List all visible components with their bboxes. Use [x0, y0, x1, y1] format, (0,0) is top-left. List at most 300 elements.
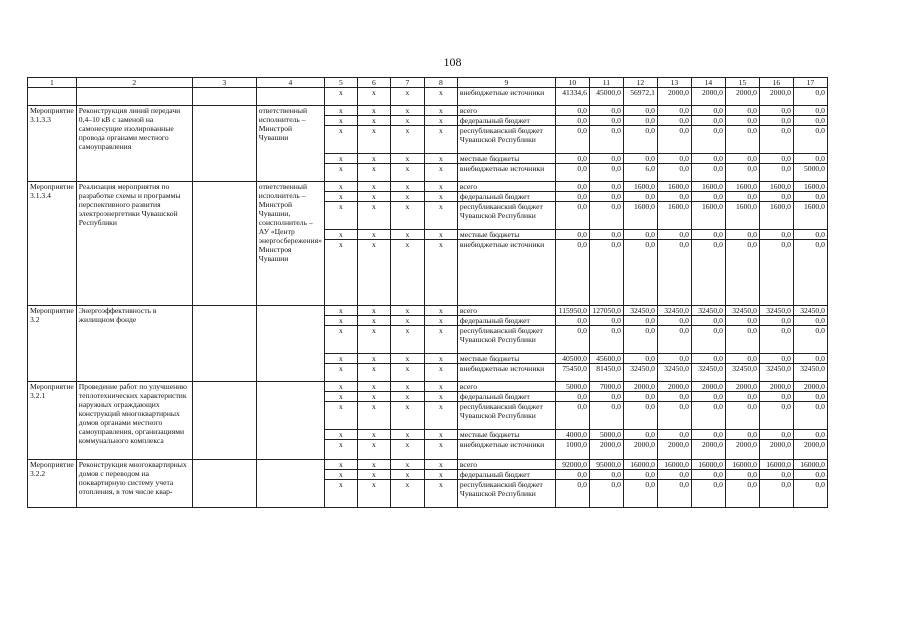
year-value: 0,0 [759, 402, 793, 430]
year-value: 0,0 [589, 126, 623, 154]
year-value: 0,0 [793, 240, 827, 306]
table-row [28, 306, 828, 316]
year-value: 0,0 [657, 430, 691, 440]
year-value: 1600,0 [657, 202, 691, 230]
year-value: 0,0 [725, 392, 759, 402]
year-value: 2000,0 [691, 88, 725, 106]
code-mark: x [390, 392, 424, 402]
code-mark: x [324, 164, 357, 182]
funding-source: республиканский бюджет Чувашской Республики [457, 402, 555, 430]
year-value: 0,0 [759, 192, 793, 202]
year-value: 0,0 [759, 470, 793, 480]
funding-source: внебюджетные источники [457, 240, 555, 306]
year-value: 0,0 [759, 316, 793, 326]
code-mark: x [424, 106, 457, 116]
year-value: 0,0 [759, 326, 793, 354]
code-mark: x [424, 480, 457, 508]
year-value: 0,0 [793, 402, 827, 430]
code-mark: x [390, 440, 424, 460]
code-mark: x [357, 106, 390, 116]
year-value: 0,0 [555, 192, 589, 202]
code-mark: x [424, 306, 457, 316]
code-mark: x [357, 354, 390, 364]
year-value: 0,0 [691, 106, 725, 116]
column-3-cell [192, 382, 256, 460]
year-value: 16000,0 [691, 460, 725, 470]
table-row [28, 382, 828, 392]
activity-description: Энергоэффективность в жилищном фонде [76, 306, 192, 382]
code-mark: x [324, 306, 357, 316]
year-value: 0,0 [589, 154, 623, 164]
year-value: 0,0 [657, 316, 691, 326]
code-mark: x [424, 192, 457, 202]
year-value: 0,0 [555, 392, 589, 402]
year-value: 2000,0 [623, 440, 657, 460]
code-mark: x [357, 316, 390, 326]
year-value: 0,0 [691, 430, 725, 440]
code-mark: x [390, 364, 424, 382]
year-value: 16000,0 [657, 460, 691, 470]
code-mark: x [390, 306, 424, 316]
code-mark: x [424, 230, 457, 240]
funding-source: республиканский бюджет Чувашской Республики [457, 480, 555, 508]
column-header: 11 [589, 78, 623, 88]
year-value: 0,0 [725, 480, 759, 508]
code-mark: x [357, 164, 390, 182]
year-value: 16000,0 [725, 460, 759, 470]
code-mark: x [324, 316, 357, 326]
year-value: 1600,0 [759, 202, 793, 230]
year-value: 32450,0 [657, 364, 691, 382]
year-value: 0,0 [759, 154, 793, 164]
code-mark: x [424, 460, 457, 470]
code-mark: x [357, 460, 390, 470]
year-value: 6,0 [623, 164, 657, 182]
funding-source: республиканский бюджет Чувашской Республики [457, 126, 555, 154]
year-value: 0,0 [589, 316, 623, 326]
year-value: 32450,0 [793, 364, 827, 382]
table-row [28, 88, 828, 106]
year-value: 0,0 [691, 192, 725, 202]
year-value: 32450,0 [691, 306, 725, 316]
header-row [28, 78, 828, 88]
year-value: 0,0 [759, 116, 793, 126]
code-mark: x [324, 470, 357, 480]
year-value: 0,0 [555, 106, 589, 116]
year-value: 32450,0 [691, 364, 725, 382]
funding-source: федеральный бюджет [457, 316, 555, 326]
year-value: 0,0 [589, 402, 623, 430]
code-mark: x [324, 106, 357, 116]
code-mark: x [390, 116, 424, 126]
year-value: 45600,0 [589, 354, 623, 364]
code-mark: x [424, 364, 457, 382]
year-value: 0,0 [623, 316, 657, 326]
year-value: 0,0 [725, 106, 759, 116]
year-value: 0,0 [657, 106, 691, 116]
year-value: 0,0 [589, 164, 623, 182]
funding-source: всего [457, 460, 555, 470]
year-value: 0,0 [691, 116, 725, 126]
year-value: 0,0 [623, 154, 657, 164]
activity-code: Мероприятие 3.1.3.4 [28, 182, 77, 306]
year-value: 2000,0 [759, 440, 793, 460]
year-value: 0,0 [759, 480, 793, 508]
year-value: 2000,0 [657, 88, 691, 106]
year-value: 32450,0 [759, 364, 793, 382]
funding-source: местные бюджеты [457, 230, 555, 240]
code-mark: x [390, 354, 424, 364]
table-row [28, 460, 828, 470]
year-value: 0,0 [555, 402, 589, 430]
year-value: 41334,6 [555, 88, 589, 106]
column-header: 3 [192, 78, 256, 88]
year-value: 0,0 [793, 126, 827, 154]
code-mark: x [424, 316, 457, 326]
code-mark: x [390, 154, 424, 164]
year-value: 0,0 [725, 354, 759, 364]
year-value: 0,0 [793, 106, 827, 116]
activity-description: Реконструкция линий передачи 0,4–10 кВ с заменой на самонесущие изолированные провода органами местного самоуправления [76, 106, 192, 182]
year-value: 0,0 [589, 326, 623, 354]
funding-source: федеральный бюджет [457, 470, 555, 480]
year-value: 1600,0 [623, 182, 657, 192]
year-value: 0,0 [725, 192, 759, 202]
year-value: 0,0 [793, 192, 827, 202]
code-mark: x [424, 392, 457, 402]
code-mark: x [390, 88, 424, 106]
year-value: 0,0 [725, 154, 759, 164]
year-value: 32450,0 [793, 306, 827, 316]
funding-source: местные бюджеты [457, 354, 555, 364]
year-value: 0,0 [555, 326, 589, 354]
column-header: 17 [793, 78, 827, 88]
year-value: 0,0 [725, 240, 759, 306]
code-mark: x [424, 430, 457, 440]
year-value: 32450,0 [623, 306, 657, 316]
year-value: 0,0 [589, 230, 623, 240]
year-value: 1600,0 [623, 202, 657, 230]
column-3-cell [192, 460, 256, 508]
code-mark: x [357, 382, 390, 392]
code-mark: x [357, 306, 390, 316]
year-value: 127050,0 [589, 306, 623, 316]
activity-description: Реализация мероприятия по разработке схемы и программы перспективного развития электроэнергетики Чувашской Республики [76, 182, 192, 306]
column-header: 2 [76, 78, 192, 88]
year-value: 5000,0 [589, 430, 623, 440]
year-value: 2000,0 [691, 440, 725, 460]
year-value: 92000,0 [555, 460, 589, 470]
year-value: 16000,0 [793, 460, 827, 470]
code-mark: x [390, 460, 424, 470]
year-value: 2000,0 [691, 382, 725, 392]
year-value: 0,0 [589, 392, 623, 402]
funding-source: всего [457, 182, 555, 192]
year-value: 81450,0 [589, 364, 623, 382]
year-value: 1600,0 [759, 182, 793, 192]
year-value: 0,0 [759, 230, 793, 240]
column-header: 9 [457, 78, 555, 88]
year-value: 0,0 [555, 240, 589, 306]
year-value: 0,0 [555, 164, 589, 182]
year-value: 0,0 [555, 480, 589, 508]
page-number: 108 [443, 55, 462, 69]
funding-source: внебюджетные источники [457, 364, 555, 382]
code-mark: x [390, 182, 424, 192]
responsible-executor: ответственный исполнитель – Минстрой Чувашии, соисполнитель – АУ «Центр энергосбережения» Минстроя Чувашии [256, 182, 324, 306]
year-value: 32450,0 [725, 364, 759, 382]
year-value: 2000,0 [589, 440, 623, 460]
year-value: 0,0 [725, 126, 759, 154]
year-value: 0,0 [657, 116, 691, 126]
year-value: 0,0 [691, 164, 725, 182]
year-value: 0,0 [555, 154, 589, 164]
year-value: 0,0 [725, 326, 759, 354]
column-header: 12 [623, 78, 657, 88]
year-value: 0,0 [589, 106, 623, 116]
code-mark: x [324, 392, 357, 402]
column-header: 10 [555, 78, 589, 88]
year-value: 45000,0 [589, 88, 623, 106]
code-mark: x [324, 154, 357, 164]
code-mark: x [357, 182, 390, 192]
responsible-executor [256, 382, 324, 460]
code-mark: x [424, 402, 457, 430]
column-3-cell [192, 88, 256, 106]
year-value: 0,0 [691, 392, 725, 402]
funding-source: всего [457, 306, 555, 316]
year-value: 0,0 [555, 182, 589, 192]
year-value: 115950,0 [555, 306, 589, 316]
year-value: 0,0 [793, 430, 827, 440]
year-value: 32450,0 [759, 306, 793, 316]
year-value: 0,0 [657, 326, 691, 354]
year-value: 0,0 [589, 192, 623, 202]
year-value: 0,0 [793, 392, 827, 402]
column-3-cell [192, 306, 256, 382]
year-value: 0,0 [657, 354, 691, 364]
year-value: 5000,0 [555, 382, 589, 392]
column-header: 8 [424, 78, 457, 88]
code-mark: x [324, 354, 357, 364]
column-header: 16 [759, 78, 793, 88]
year-value: 0,0 [759, 430, 793, 440]
activity-code [28, 88, 77, 106]
code-mark: x [390, 470, 424, 480]
year-value: 0,0 [793, 116, 827, 126]
year-value: 0,0 [691, 354, 725, 364]
year-value: 0,0 [793, 354, 827, 364]
table-row [28, 182, 828, 192]
year-value: 0,0 [589, 480, 623, 508]
code-mark: x [324, 402, 357, 430]
code-mark: x [324, 202, 357, 230]
activity-code: Мероприятие 3.2.2 [28, 460, 77, 508]
year-value: 0,0 [725, 402, 759, 430]
year-value: 0,0 [657, 126, 691, 154]
code-mark: x [390, 164, 424, 182]
year-value: 0,0 [623, 116, 657, 126]
year-value: 2000,0 [759, 88, 793, 106]
year-value: 1600,0 [725, 202, 759, 230]
code-mark: x [357, 326, 390, 354]
funding-source: местные бюджеты [457, 430, 555, 440]
year-value: 0,0 [691, 126, 725, 154]
code-mark: x [324, 364, 357, 382]
code-mark: x [424, 154, 457, 164]
year-value: 1600,0 [657, 182, 691, 192]
year-value: 1600,0 [793, 202, 827, 230]
year-value: 0,0 [623, 354, 657, 364]
year-value: 0,0 [759, 106, 793, 116]
code-mark: x [357, 202, 390, 230]
year-value: 0,0 [589, 240, 623, 306]
table-row [28, 106, 828, 116]
code-mark: x [390, 230, 424, 240]
year-value: 0,0 [691, 240, 725, 306]
year-value: 0,0 [623, 126, 657, 154]
year-value: 0,0 [725, 470, 759, 480]
funding-source: всего [457, 106, 555, 116]
year-value: 0,0 [657, 480, 691, 508]
code-mark: x [357, 192, 390, 202]
year-value: 5000,0 [793, 164, 827, 182]
code-mark: x [390, 480, 424, 508]
code-mark: x [324, 382, 357, 392]
year-value: 0,0 [623, 480, 657, 508]
year-value: 0,0 [793, 326, 827, 354]
code-mark: x [424, 354, 457, 364]
column-header: 15 [725, 78, 759, 88]
code-mark: x [390, 326, 424, 354]
year-value: 0,0 [793, 316, 827, 326]
code-mark: x [324, 440, 357, 460]
code-mark: x [424, 182, 457, 192]
code-mark: x [324, 116, 357, 126]
year-value: 0,0 [657, 154, 691, 164]
column-header: 6 [357, 78, 390, 88]
code-mark: x [324, 460, 357, 470]
funding-source: республиканский бюджет Чувашской Республики [457, 326, 555, 354]
year-value: 0,0 [725, 430, 759, 440]
code-mark: x [424, 382, 457, 392]
year-value: 32450,0 [725, 306, 759, 316]
year-value: 2000,0 [623, 382, 657, 392]
code-mark: x [390, 202, 424, 230]
year-value: 40500,0 [555, 354, 589, 364]
code-mark: x [324, 480, 357, 508]
year-value: 2000,0 [657, 440, 691, 460]
year-value: 0,0 [793, 154, 827, 164]
activity-description: Реконструкция многоквартирных домов с переводом на поквартирную систему учета отопления, в том числе квар- [76, 460, 192, 508]
year-value: 0,0 [555, 230, 589, 240]
funding-source: внебюджетные источники [457, 440, 555, 460]
year-value: 0,0 [555, 202, 589, 230]
year-value: 0,0 [725, 230, 759, 240]
year-value: 32450,0 [623, 364, 657, 382]
year-value: 0,0 [725, 116, 759, 126]
year-value: 0,0 [589, 470, 623, 480]
code-mark: x [424, 240, 457, 306]
code-mark: x [390, 430, 424, 440]
year-value: 0,0 [725, 164, 759, 182]
year-value: 0,0 [691, 230, 725, 240]
year-value: 0,0 [759, 164, 793, 182]
code-mark: x [357, 240, 390, 306]
funding-source: всего [457, 382, 555, 392]
year-value: 0,0 [589, 116, 623, 126]
year-value: 2000,0 [725, 88, 759, 106]
code-mark: x [324, 182, 357, 192]
code-mark: x [324, 326, 357, 354]
year-value: 0,0 [623, 430, 657, 440]
code-mark: x [424, 164, 457, 182]
year-value: 2000,0 [725, 382, 759, 392]
year-value: 0,0 [555, 316, 589, 326]
year-value: 0,0 [623, 392, 657, 402]
column-header: 14 [691, 78, 725, 88]
year-value: 0,0 [793, 470, 827, 480]
year-value: 0,0 [691, 480, 725, 508]
year-value: 0,0 [623, 326, 657, 354]
year-value: 0,0 [623, 240, 657, 306]
column-3-cell [192, 106, 256, 182]
year-value: 2000,0 [793, 382, 827, 392]
code-mark: x [357, 440, 390, 460]
year-value: 0,0 [555, 126, 589, 154]
code-mark: x [324, 126, 357, 154]
year-value: 75450,0 [555, 364, 589, 382]
code-mark: x [324, 430, 357, 440]
budget-table [27, 77, 828, 508]
activity-description: Проведение работ по улучшению теплотехнических характеристик наружных ограждающих конструкций многоквартирных домов органами местного самоуправления, организациями коммунального комплекса [76, 382, 192, 460]
activity-description [76, 88, 192, 106]
code-mark: x [390, 106, 424, 116]
year-value: 2000,0 [657, 382, 691, 392]
year-value: 0,0 [623, 192, 657, 202]
year-value: 0,0 [657, 240, 691, 306]
funding-source: внебюджетные источники [457, 88, 555, 106]
column-header: 5 [324, 78, 357, 88]
year-value: 0,0 [555, 116, 589, 126]
year-value: 0,0 [623, 106, 657, 116]
year-value: 0,0 [657, 470, 691, 480]
column-3-cell [192, 182, 256, 306]
code-mark: x [324, 192, 357, 202]
column-header: 7 [390, 78, 424, 88]
year-value: 0,0 [759, 126, 793, 154]
activity-code: Мероприятие 3.1.3.3 [28, 106, 77, 182]
year-value: 7000,0 [589, 382, 623, 392]
code-mark: x [390, 382, 424, 392]
year-value: 0,0 [759, 354, 793, 364]
year-value: 56972,1 [623, 88, 657, 106]
code-mark: x [324, 88, 357, 106]
year-value: 0,0 [657, 392, 691, 402]
code-mark: x [357, 88, 390, 106]
year-value: 4000,0 [555, 430, 589, 440]
code-mark: x [424, 470, 457, 480]
funding-source: внебюджетные источники [457, 164, 555, 182]
year-value: 0,0 [657, 230, 691, 240]
year-value: 32450,0 [657, 306, 691, 316]
year-value: 0,0 [657, 402, 691, 430]
year-value: 0,0 [657, 192, 691, 202]
year-value: 2000,0 [725, 440, 759, 460]
activity-code: Мероприятие 3.2.1 [28, 382, 77, 460]
year-value: 16000,0 [623, 460, 657, 470]
responsible-executor [256, 88, 324, 106]
